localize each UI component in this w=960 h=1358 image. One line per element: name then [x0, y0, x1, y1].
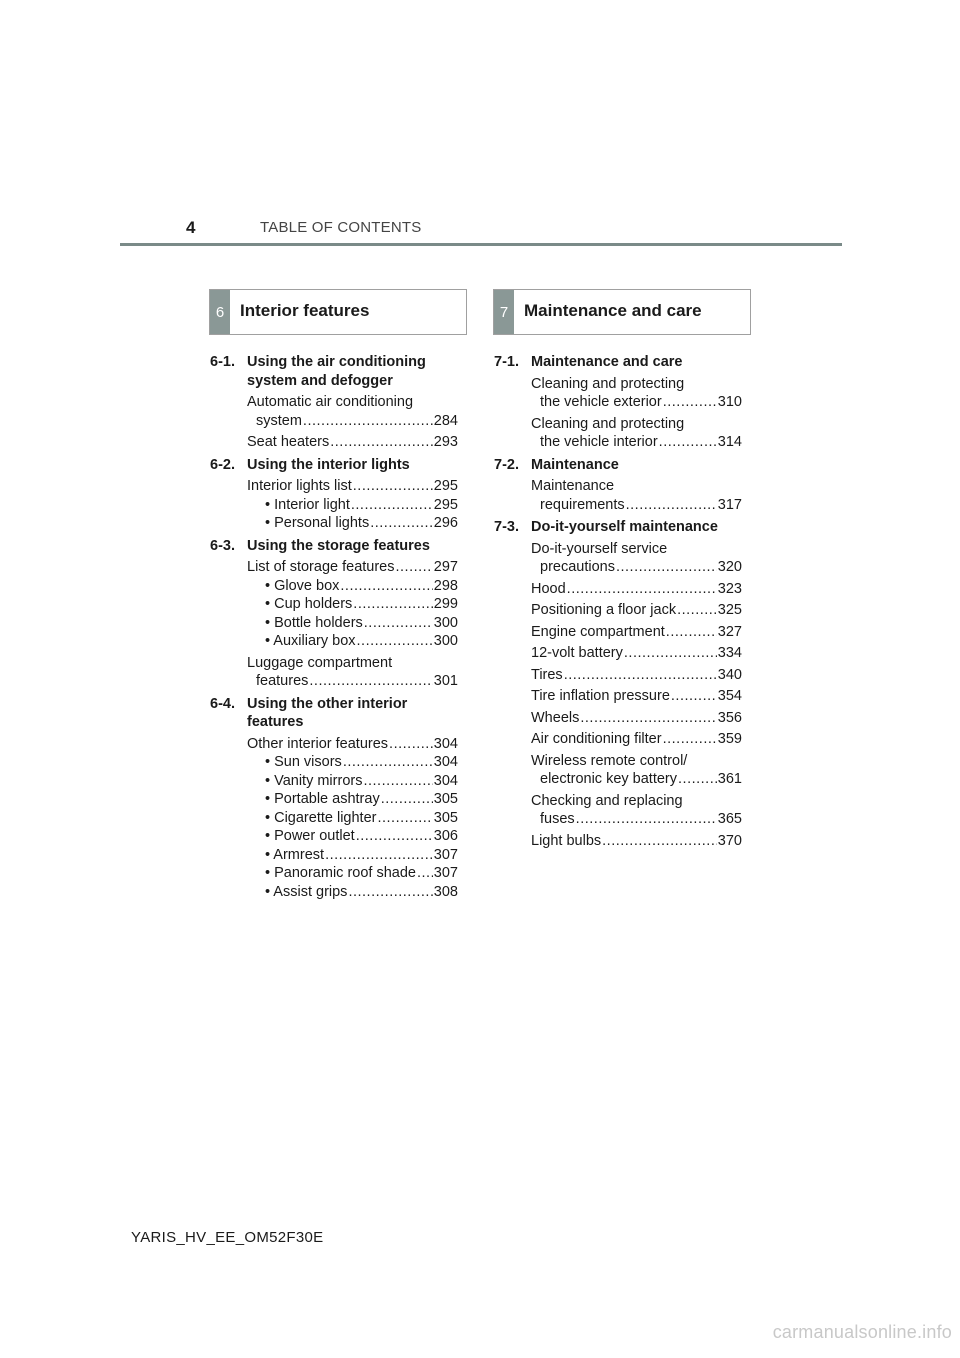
- entry-label: • Glove box: [265, 577, 340, 594]
- entry-page-number: 308: [433, 883, 458, 900]
- entry-label: Light bulbs: [531, 832, 602, 849]
- subsection-title-line: Do-it-yourself maintenance: [531, 519, 718, 535]
- entry-label: Other interior features: [247, 735, 389, 752]
- toc-subsection: [494, 456, 742, 515]
- dot-leader: [677, 601, 717, 620]
- entry-page-number: 293: [433, 434, 458, 450]
- toc-subsection: [210, 695, 458, 902]
- dot-leader: [356, 827, 433, 846]
- subsection-number: 6-2.: [210, 456, 235, 473]
- entry-leader-line: [531, 433, 742, 452]
- toc-entry: [531, 730, 742, 749]
- entry-label: Wheels: [531, 709, 580, 726]
- toc-entry: [247, 632, 458, 651]
- toc-entry: [531, 666, 742, 685]
- entry-page-number: 323: [717, 580, 742, 597]
- dot-leader: [626, 496, 717, 515]
- entry-leader-line: [247, 477, 458, 496]
- toc-entries: [247, 735, 458, 902]
- entry-page-number: 320: [717, 559, 742, 575]
- toc-entry: [247, 753, 458, 772]
- entry-label: • Power outlet: [265, 828, 355, 844]
- dot-leader: [353, 477, 433, 496]
- entry-label: 12-volt battery: [531, 645, 623, 661]
- toc-entry: [531, 832, 742, 851]
- toc-entry: [247, 595, 458, 614]
- entry-text-line: Cleaning and protecting: [531, 375, 685, 392]
- entry-label: • Bottle holders: [265, 614, 363, 631]
- entry-label: fuses: [540, 811, 575, 827]
- entry-label: features: [256, 673, 309, 689]
- subsection-heading: [210, 353, 458, 390]
- subsection-title: [247, 695, 458, 732]
- entry-label: • Armrest: [265, 846, 325, 863]
- dot-leader: [564, 666, 717, 685]
- entry-leader-line: [531, 687, 742, 706]
- dot-leader: [678, 770, 717, 789]
- dot-leader: [389, 735, 433, 754]
- entry-page-number: 296: [433, 515, 458, 531]
- dot-leader: [330, 433, 433, 452]
- subsection-number: 6-4.: [210, 695, 235, 712]
- subsection-title: [247, 537, 458, 556]
- entry-leader-line: [531, 644, 742, 663]
- entry-page-number: 307: [433, 846, 458, 863]
- toc-entry: [531, 477, 742, 514]
- subsection-title-line: Maintenance: [531, 456, 619, 473]
- toc-entries: [247, 477, 458, 533]
- section-number-tab: 6: [210, 290, 230, 334]
- entry-label: electronic key battery: [540, 771, 678, 787]
- toc-entry: [531, 687, 742, 706]
- toc-entry: [531, 601, 742, 620]
- entry-leader-line: [247, 846, 458, 865]
- entry-leader-line: [247, 433, 458, 452]
- dot-leader: [659, 433, 717, 452]
- entry-label: • Assist grips: [265, 883, 348, 900]
- entry-label: Tire inflation pressure: [531, 688, 670, 704]
- dot-leader: [303, 412, 433, 431]
- dot-leader: [663, 393, 717, 412]
- entry-page-number: 307: [433, 865, 458, 881]
- subsection-heading: [210, 456, 458, 475]
- entry-leader-line: [531, 832, 742, 851]
- entry-page-number: 356: [717, 709, 742, 726]
- dot-leader: [567, 580, 717, 599]
- dot-leader: [602, 832, 717, 851]
- toc-entry: [531, 644, 742, 663]
- section-6-contents: [210, 353, 458, 905]
- subsection-title-line: Using the storage features: [247, 537, 430, 554]
- toc-entry: [247, 433, 458, 452]
- entry-label: List of storage features: [247, 559, 395, 575]
- dot-leader: [353, 595, 433, 614]
- entry-page-number: 359: [717, 731, 742, 747]
- entry-page-number: 298: [433, 577, 458, 594]
- entry-label: Air conditioning filter: [531, 731, 662, 747]
- running-title: TABLE OF CONTENTS: [260, 219, 422, 236]
- entry-leader-line: [247, 735, 458, 754]
- entry-leader-line: [247, 412, 458, 431]
- subsection-title: [531, 518, 742, 537]
- entry-leader-line: [247, 595, 458, 614]
- dot-leader: [663, 730, 717, 749]
- manual-code: YARIS_HV_EE_OM52F30E: [131, 1229, 324, 1246]
- dot-leader: [309, 672, 432, 691]
- toc-entry: [531, 580, 742, 599]
- entry-page-number: 304: [433, 772, 458, 789]
- entry-label: Engine compartment: [531, 623, 665, 640]
- subsection-number: 7-1.: [494, 354, 519, 370]
- entry-page-number: 370: [717, 832, 742, 849]
- entry-label: • Cup holders: [265, 596, 353, 612]
- entry-leader-line: [247, 614, 458, 633]
- toc-entry: [247, 654, 458, 691]
- section-7-header: [493, 289, 751, 335]
- entry-label: the vehicle interior: [540, 434, 658, 450]
- dot-leader: [576, 810, 717, 829]
- entry-label: • Sun visors: [265, 754, 342, 770]
- entry-label: • Portable ashtray: [265, 791, 380, 807]
- entry-label: • Personal lights: [265, 515, 370, 531]
- dot-leader: [666, 623, 717, 642]
- entry-page-number: 304: [433, 754, 458, 770]
- entry-leader-line: [531, 623, 742, 642]
- entry-label: Positioning a floor jack: [531, 602, 677, 618]
- toc-entry: [247, 883, 458, 902]
- entry-label: Interior lights list: [247, 478, 352, 494]
- dot-leader: [580, 709, 716, 728]
- entry-leader-line: [247, 864, 458, 883]
- section-7-contents: [494, 353, 742, 854]
- entry-leader-line: [247, 496, 458, 515]
- entry-page-number: 365: [717, 811, 742, 827]
- entry-page-number: 305: [433, 791, 458, 807]
- entry-leader-line: [247, 809, 458, 828]
- toc-entry: [247, 496, 458, 515]
- entry-leader-line: [247, 632, 458, 651]
- dot-leader: [377, 809, 432, 828]
- toc-entry: [247, 846, 458, 865]
- subsection-number: 7-2.: [494, 456, 519, 473]
- entry-page-number: 295: [433, 496, 458, 513]
- entry-page-number: 295: [433, 478, 458, 494]
- entry-page-number: 310: [717, 394, 742, 410]
- entry-leader-line: [247, 577, 458, 596]
- entry-leader-line: [247, 753, 458, 772]
- entry-leader-line: [247, 883, 458, 902]
- entry-page-number: 297: [433, 559, 458, 575]
- subsection-number: 6-3.: [210, 537, 235, 554]
- entry-text-line: Wireless remote control/: [531, 752, 688, 769]
- dot-leader: [351, 496, 433, 515]
- entry-page-number: 300: [433, 614, 458, 631]
- section-number-tab: 7: [494, 290, 514, 334]
- toc-entry: [247, 614, 458, 633]
- dot-leader: [340, 577, 432, 596]
- toc-entry: [531, 752, 742, 789]
- entry-page-number: 284: [433, 412, 458, 429]
- subsection-heading: [210, 537, 458, 556]
- entry-page-number: 361: [717, 771, 742, 787]
- entry-leader-line: [531, 580, 742, 599]
- toc-entries: [531, 477, 742, 514]
- entry-leader-line: [531, 730, 742, 749]
- toc-entry: [531, 709, 742, 728]
- toc-subsection: [494, 353, 742, 452]
- toc-subsection: [210, 353, 458, 452]
- page-number: 4: [186, 218, 196, 237]
- entry-text-line: Do-it-yourself service: [531, 540, 668, 557]
- dot-leader: [624, 644, 717, 663]
- subsection-number: 6-1.: [210, 354, 235, 370]
- toc-entries: [531, 540, 742, 851]
- entry-page-number: 306: [433, 828, 458, 844]
- entry-page-number: 317: [717, 496, 742, 513]
- entry-text-line: Maintenance: [531, 478, 615, 494]
- entry-leader-line: [531, 709, 742, 728]
- toc-entry: [247, 772, 458, 791]
- entry-leader-line: [531, 496, 742, 515]
- entry-label: • Vanity mirrors: [265, 772, 363, 789]
- toc-entries: [531, 375, 742, 452]
- page-header: [120, 216, 842, 246]
- subsection-heading: [494, 353, 742, 372]
- toc-subsection: [210, 456, 458, 533]
- toc-entry: [531, 623, 742, 642]
- dot-leader: [671, 687, 717, 706]
- toc-entry: [247, 827, 458, 846]
- toc-entry: [247, 514, 458, 533]
- toc-entry: [247, 735, 458, 754]
- entry-text-line: Cleaning and protecting: [531, 415, 685, 432]
- entry-leader-line: [247, 790, 458, 809]
- header-divider: [120, 243, 842, 246]
- subsection-title: [247, 353, 458, 390]
- dot-leader: [616, 558, 717, 577]
- dot-leader: [370, 514, 433, 533]
- entry-leader-line: [247, 827, 458, 846]
- entry-label: precautions: [540, 559, 615, 575]
- entry-leader-line: [531, 558, 742, 577]
- dot-leader: [325, 846, 433, 865]
- toc-subsection: [210, 537, 458, 691]
- entry-label: • Panoramic roof shade: [265, 865, 416, 881]
- entry-page-number: 354: [717, 688, 742, 704]
- dot-leader: [396, 558, 433, 577]
- entry-page-number: 325: [717, 602, 742, 618]
- toc-entry: [531, 415, 742, 452]
- toc-entry: [531, 540, 742, 577]
- entry-label: Tires: [531, 666, 563, 683]
- subsection-title-line: features: [247, 714, 304, 730]
- toc-entry: [247, 558, 458, 577]
- toc-entry: [247, 477, 458, 496]
- watermark: carmanualsonline.info: [772, 1322, 952, 1342]
- entry-leader-line: [531, 770, 742, 789]
- dot-leader: [348, 883, 432, 902]
- entry-leader-line: [531, 666, 742, 685]
- toc-subsection: [494, 518, 742, 850]
- dot-leader: [364, 614, 433, 633]
- section-title: Maintenance and care: [524, 301, 702, 320]
- entry-leader-line: [247, 514, 458, 533]
- dot-leader: [363, 772, 432, 791]
- entry-page-number: 340: [717, 666, 742, 683]
- entry-leader-line: [531, 810, 742, 829]
- entry-leader-line: [247, 558, 458, 577]
- entry-page-number: 327: [717, 623, 742, 640]
- section-title: Interior features: [240, 301, 370, 320]
- subsection-title-line: system and defogger: [247, 372, 393, 389]
- subsection-number: 7-3.: [494, 519, 519, 535]
- entry-leader-line: [531, 393, 742, 412]
- dot-leader: [381, 790, 433, 809]
- entry-page-number: 299: [433, 596, 458, 612]
- entry-page-number: 314: [717, 434, 742, 450]
- dot-leader: [357, 632, 433, 651]
- toc-entries: [247, 393, 458, 452]
- toc-entry: [531, 375, 742, 412]
- subsection-heading: [210, 695, 458, 732]
- entry-page-number: 305: [433, 809, 458, 826]
- entry-page-number: 300: [433, 633, 458, 649]
- toc-entry: [247, 790, 458, 809]
- toc-entry: [247, 809, 458, 828]
- dot-leader: [343, 753, 433, 772]
- entry-label: Seat heaters: [247, 434, 330, 450]
- entry-page-number: 301: [433, 673, 458, 689]
- entry-label: requirements: [540, 496, 625, 513]
- subsection-title: [247, 456, 458, 475]
- toc-entry: [247, 577, 458, 596]
- subsection-title-line: Using the air conditioning: [247, 354, 426, 370]
- subsection-title-line: Using the interior lights: [247, 456, 410, 473]
- entry-label: the vehicle exterior: [540, 394, 662, 410]
- entry-page-number: 334: [717, 645, 742, 661]
- entry-page-number: 304: [433, 735, 458, 752]
- subsection-heading: [494, 456, 742, 475]
- subsection-title-line: Maintenance and care: [531, 354, 683, 370]
- section-6-header: [209, 289, 467, 335]
- entry-label: • Cigarette lighter: [265, 809, 377, 826]
- subsection-title: [531, 353, 742, 372]
- toc-entry: [531, 792, 742, 829]
- entry-leader-line: [531, 601, 742, 620]
- entry-label: system: [256, 412, 302, 429]
- toc-entry: [247, 393, 458, 430]
- subsection-title: [531, 456, 742, 475]
- toc-entries: [247, 558, 458, 691]
- entry-label: • Auxiliary box: [265, 633, 356, 649]
- toc-entry: [247, 864, 458, 883]
- subsection-title-line: Using the other interior: [247, 695, 408, 712]
- entry-label: • Interior light: [265, 496, 350, 513]
- subsection-heading: [494, 518, 742, 537]
- entry-leader-line: [247, 772, 458, 791]
- dot-leader: [417, 864, 433, 883]
- entry-leader-line: [247, 672, 458, 691]
- entry-text-line: Automatic air conditioning: [247, 394, 414, 410]
- entry-text-line: Checking and replacing: [531, 792, 683, 809]
- entry-text-line: Luggage compartment: [247, 654, 393, 671]
- entry-label: Hood: [531, 580, 566, 597]
